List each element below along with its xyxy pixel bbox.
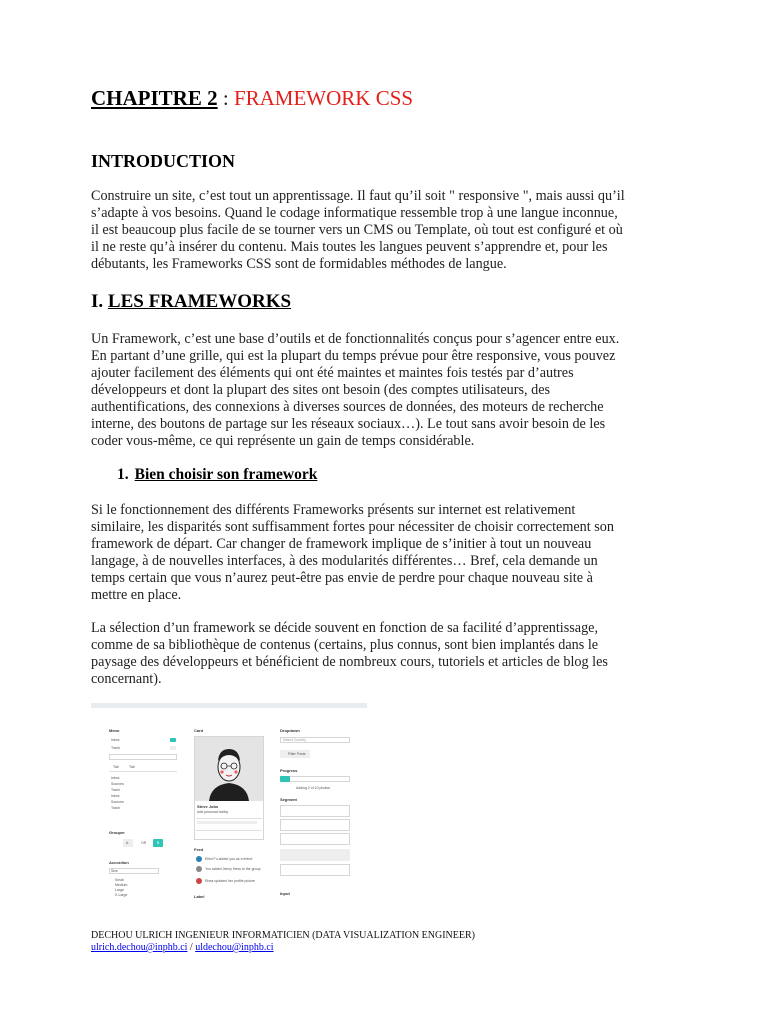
figure-input-title: Input (280, 891, 290, 896)
figure-feed-avatar (196, 878, 202, 884)
figure-feed-avatar (196, 866, 202, 872)
figure-divider (196, 830, 262, 831)
figure-label-title: Label (194, 894, 205, 898)
text-line: framework de départ. Car changer de framework implique de s’initier à tout un nouveau (91, 536, 592, 552)
footer-contacts (91, 942, 475, 954)
figure-segment-title: Segment (280, 797, 297, 802)
figure-group-button-label: B (157, 841, 160, 845)
footer-author: DECHOU ULRICH INGENIEUR INFORMATICIEN (DATA VISUALIZATION ENGINEER) (91, 930, 475, 941)
text-line: débutants, les Frameworks CSS sont de formidables méthodes de langue. (91, 256, 507, 272)
text-line: langage, à de nouvelles interfaces, à des modularités différentes… Bref, cela demande un (91, 553, 598, 569)
figure-divider (109, 771, 177, 772)
figure-feed-avatar (196, 856, 202, 862)
figure-menu-item: Inbox (111, 738, 120, 742)
text-line: Un Framework, c’est une base d’outils et de fonctionnalités conçus pour s’agencer entre eux. (91, 331, 620, 347)
figure-menu-column (107, 708, 179, 898)
frameworks-paragraph (91, 331, 681, 450)
figure-feed-item: Elliot Fu added you as a friend (205, 857, 253, 861)
figure-tab: Tab (113, 765, 119, 769)
figure-list-item: Sources (111, 800, 124, 804)
text-line: En partant d’une grille, qui est la plupart du temps prévue pour être responsive, vous pouvez (91, 348, 616, 364)
text-line: comme de sa bibliothèque de contenus (certains, plus connus, sont bien implantés dans le (91, 637, 599, 653)
figure-list-item: Trash (111, 788, 120, 792)
framework-ui-screenshot (91, 703, 367, 898)
text-line: il est beaucoup plus facile de se tourner vers un CMS ou Template, où tout est configuré et où (91, 222, 623, 238)
figure-list-item: Inbox (111, 794, 120, 798)
figure-menu-title: Menu (109, 728, 120, 733)
text-line: authentifications, des connexions à diverses sources de données, des moteurs de recherche (91, 399, 604, 415)
text-line: interne, des boutons de partage sur les réseaux sociaux…). Le tout sans avoir besoin de les (91, 416, 606, 432)
text-line: concernant). (91, 671, 162, 687)
figure-search-box (109, 754, 177, 760)
figure-feed-item: Rhea updated her profile picture (205, 879, 256, 883)
figure-progress-text: Adding 2 of 10 photos (296, 786, 331, 790)
figure-segment (280, 864, 350, 876)
subsection-heading (117, 466, 317, 484)
text-line: s’adapte à vos besoins. Quand le codage informatique ressemble trop à une langue inconnue, (91, 205, 618, 221)
figure-menu-badge (170, 746, 176, 750)
text-line: paysage des développeurs et bénéficient de nombreux cours, tutoriels et articles de blog les (91, 654, 608, 670)
figure-avatar-illustration (195, 737, 263, 801)
figure-menu-item: Trash (111, 746, 120, 750)
figure-group-button-label: OR (141, 841, 147, 845)
figure-card-role: Add personal hobby (197, 810, 229, 814)
text-line: développeurs et dont la plupart des sites ont besoin (des comptes utilisateurs, des (91, 382, 551, 398)
text-line: Construire un site, c’est tout un apprentissage. Il faut qu’il soit " responsive ", mais aussi qu’il (91, 188, 625, 204)
text-line: La sélection d’un framework se décide souvent en fonction de sa facilité d’apprentissage, (91, 620, 599, 636)
text-line: similaire, les disparités sont suffisamment fortes pour nécessiter de choisir correctement son (91, 519, 614, 535)
figure-list-item: Inbox (111, 776, 120, 780)
figure-segment-secondary (280, 849, 350, 861)
intro-heading: INTRODUCTION (91, 151, 236, 171)
figure-card-name: Steve Jobs (197, 804, 219, 809)
figure-accordion-item: Size (111, 869, 118, 873)
figure-card-title: Card (194, 728, 204, 733)
text-line: ajouter facilement des éléments qui ont été maintes et maintes fois testés par d’autres (91, 365, 574, 381)
figure-feed-item: You added Jenny Hess to the group (205, 867, 261, 871)
figure-divider (196, 818, 262, 819)
intro-paragraph (91, 188, 681, 273)
figure-accordion-item: X-Large (115, 893, 128, 897)
text-line: il ne reste qu’à insérer du contenu. Mais toutes les langues peuvent s’apprendre et, pour les (91, 239, 608, 255)
figure-card-column (192, 708, 267, 898)
figure-filter-button-label: Filter Posts (288, 752, 306, 756)
figure-accordion-item: Large (115, 888, 124, 892)
text-line: coder vous-même, ce qui représente un gain de temps considérable. (91, 433, 475, 449)
footer-email-link[interactable]: uldechou@inphb.ci (195, 942, 274, 953)
figure-segment (280, 833, 350, 845)
figure-form-column (278, 708, 353, 898)
figure-segment (280, 819, 350, 831)
chapter-separator: : (217, 86, 234, 110)
footer-separator: / (187, 942, 196, 953)
figure-group-button-label: A (126, 841, 129, 845)
figure-tab: Tab (129, 765, 135, 769)
text-line: mettre en place. (91, 587, 182, 603)
selection-paragraph (91, 620, 681, 688)
figure-dropdown-value: Select Country (283, 738, 306, 742)
page-footer (91, 930, 475, 954)
figure-feed-title: Feed (194, 847, 204, 852)
section-title: LES FRAMEWORKS (107, 291, 292, 312)
figure-group-title: Grouper (109, 830, 125, 835)
text-line: Si le fonctionnement des différents Frameworks présents sur internet est relativement (91, 502, 576, 518)
figure-segment (280, 805, 350, 817)
figure-progress-track (280, 776, 350, 782)
subsection-title: Bien choisir son framework (134, 466, 318, 483)
figure-accordion-item: Medium (115, 883, 128, 887)
section-number: I. (91, 291, 104, 312)
figure-progress-fill (280, 776, 290, 782)
figure-list-item: Sources (111, 782, 124, 786)
chapter-label: CHAPITRE 2 (91, 86, 218, 110)
figure-list-item: Trash (111, 806, 120, 810)
figure-progress-title: Progress (280, 768, 298, 773)
figure-accordion-title: Accordion (109, 860, 129, 865)
chapter-heading (91, 86, 413, 111)
figure-placeholder-line (197, 821, 257, 824)
choice-paragraph (91, 502, 681, 604)
subsection-number: 1. (117, 466, 129, 483)
figure-menu-badge (170, 738, 176, 742)
footer-email-link[interactable]: ulrich.dechou@inphb.ci (91, 942, 188, 953)
section-heading (91, 291, 291, 313)
chapter-title: FRAMEWORK CSS (233, 86, 414, 110)
figure-accordion-item: Small (115, 878, 124, 882)
text-line: temps certain que vous n’aurez peut-être pas envie de perdre pour chaque nouveau site à (91, 570, 593, 586)
figure-dropdown-title: Dropdown (280, 728, 300, 733)
